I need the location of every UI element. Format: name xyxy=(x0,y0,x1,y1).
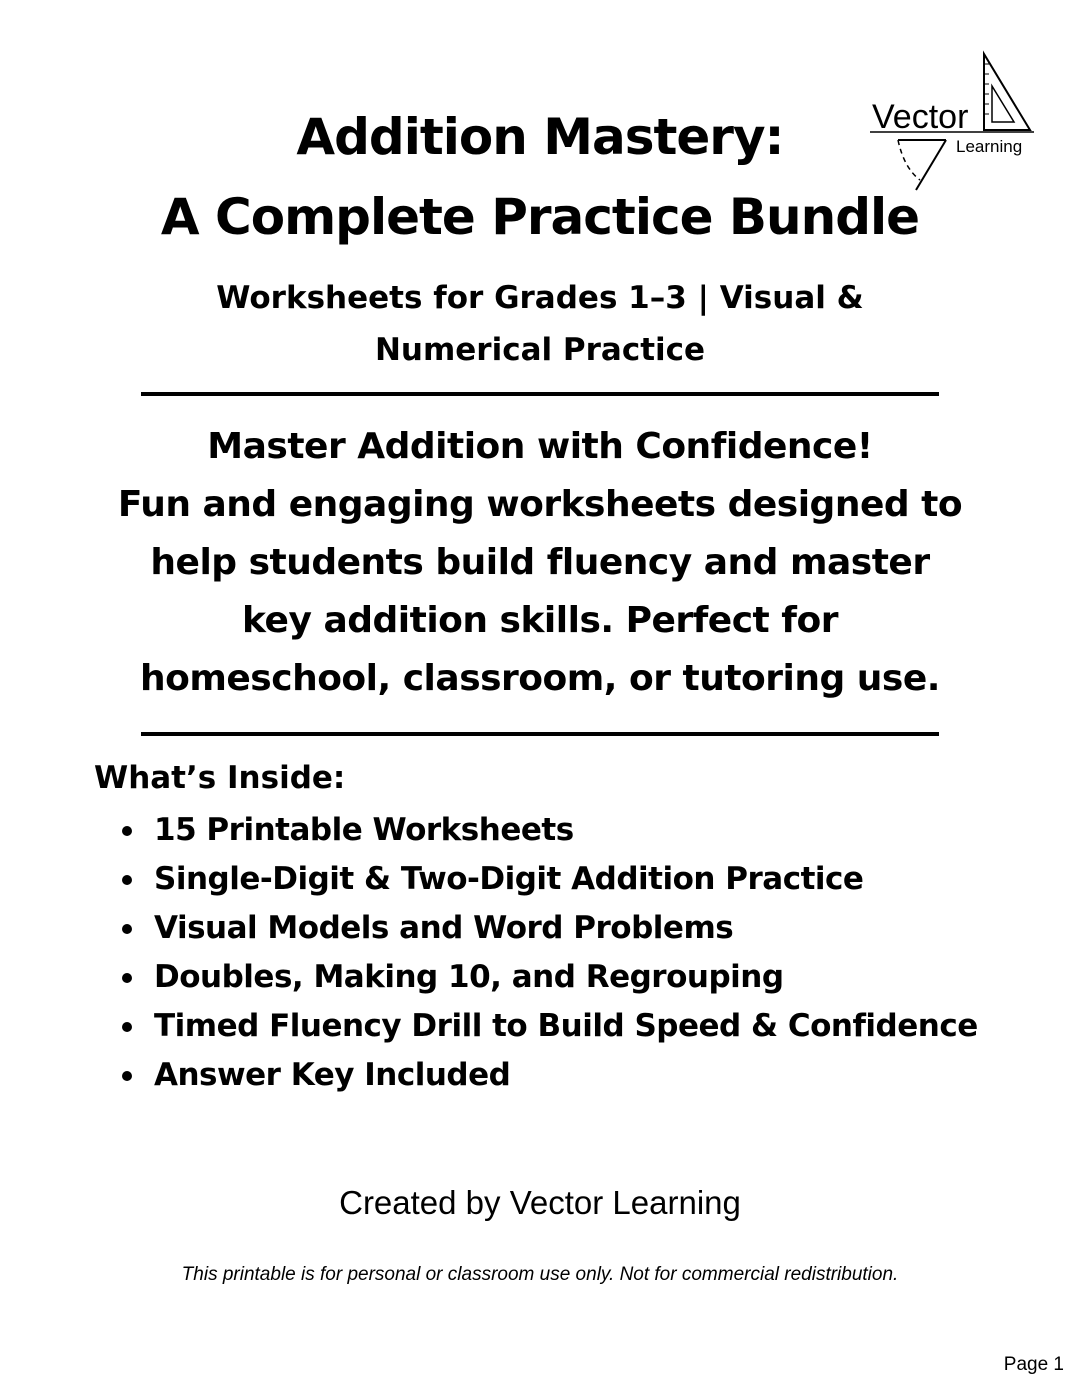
description xyxy=(90,418,990,708)
bullet-icon xyxy=(122,924,132,934)
feature-text: Timed Fluency Drill to Build Speed & Confidence xyxy=(154,1008,978,1044)
list-item xyxy=(120,855,978,904)
list-item xyxy=(120,904,978,953)
feature-list xyxy=(120,806,978,1100)
whats-inside-heading: What’s Inside: xyxy=(94,760,346,796)
page-number: Page 1 xyxy=(1003,1354,1064,1375)
bullet-icon xyxy=(122,826,132,836)
description-line: help students build fluency and master xyxy=(150,542,930,583)
description-line: Master Addition with Confidence! xyxy=(207,426,873,467)
divider-bottom xyxy=(141,732,939,736)
list-item xyxy=(120,1002,978,1051)
credit-line: Created by Vector Learning xyxy=(339,1184,741,1221)
feature-text: Single-Digit & Two-Digit Addition Practice xyxy=(154,861,864,897)
list-item xyxy=(120,1051,978,1100)
logo-brand-text: Vector xyxy=(872,98,969,136)
bullet-icon xyxy=(122,875,132,885)
list-item xyxy=(120,953,978,1002)
description-line: key addition skills. Perfect for xyxy=(242,600,838,641)
bullet-icon xyxy=(122,1071,132,1081)
page-title-line-1: Addition Mastery: xyxy=(296,108,784,166)
feature-text: 15 Printable Worksheets xyxy=(154,812,574,848)
feature-text: Doubles, Making 10, and Regrouping xyxy=(154,959,784,995)
description-line: homeschool, classroom, or tutoring use. xyxy=(140,658,940,699)
subtitle: Worksheets for Grades 1–3 | Visual & Numerical Practice xyxy=(216,280,864,368)
description-line: Fun and engaging worksheets designed to xyxy=(117,484,963,525)
disclaimer: This printable is for personal or classroom use only. Not for commercial redistribution. xyxy=(181,1264,899,1285)
divider-top xyxy=(141,392,939,396)
feature-text: Answer Key Included xyxy=(154,1057,511,1093)
bullet-icon xyxy=(122,1022,132,1032)
feature-text: Visual Models and Word Problems xyxy=(154,910,734,946)
logo-sub-text: Learning xyxy=(956,137,1023,156)
page-title-line-2: A Complete Practice Bundle xyxy=(160,188,920,246)
list-item xyxy=(120,806,978,855)
bullet-icon xyxy=(122,973,132,983)
